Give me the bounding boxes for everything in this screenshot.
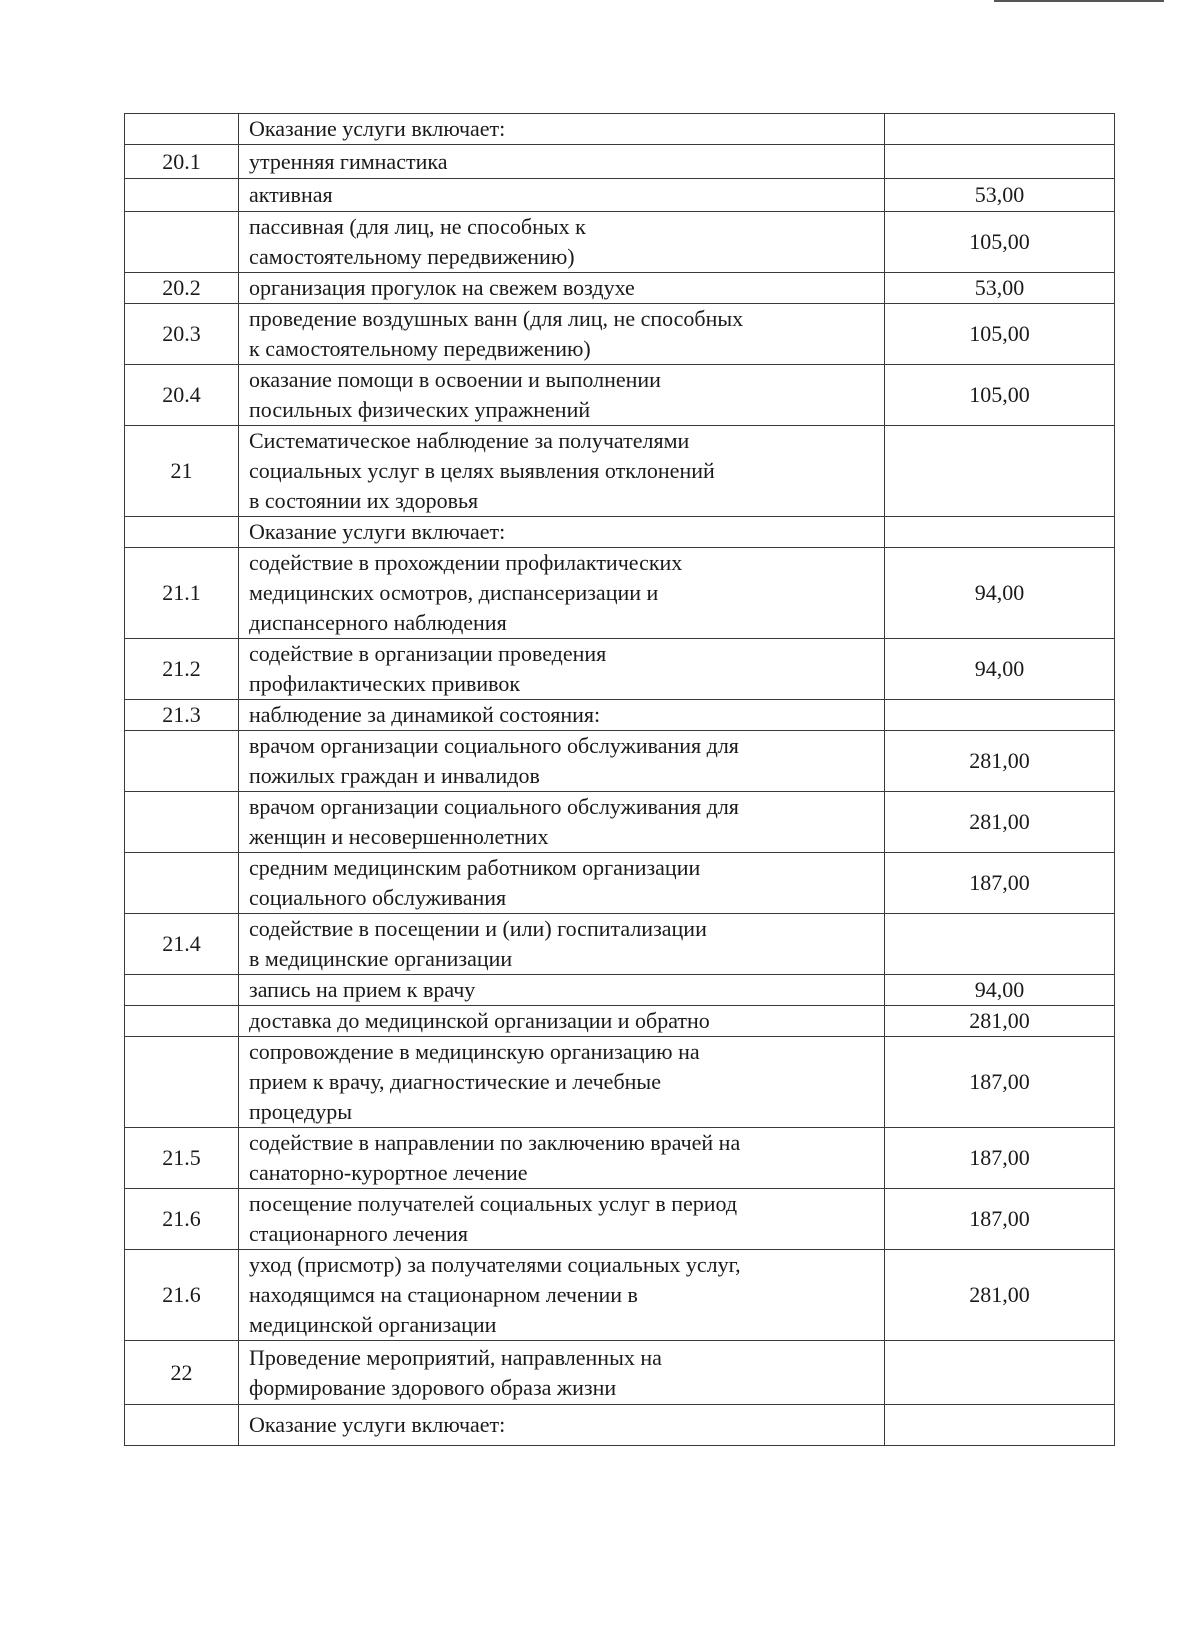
table-row xyxy=(125,731,1115,792)
service-price xyxy=(885,914,1115,975)
table-row xyxy=(125,975,1115,1006)
service-description: утренняя гимнастика xyxy=(239,145,885,179)
services-tariff-table xyxy=(124,113,1115,1446)
service-price xyxy=(885,426,1115,517)
service-description: содействие в направлении по заключению врачей на санаторно-курортное лечение xyxy=(239,1128,885,1189)
table-row xyxy=(125,179,1115,212)
item-number xyxy=(125,1037,239,1128)
table-row xyxy=(125,1189,1115,1250)
table-row xyxy=(125,548,1115,639)
table-row xyxy=(125,1250,1115,1341)
service-description: Систематическое наблюдение за получателями социальных услуг в целях выявления отклонений в состоянии их здоровья xyxy=(239,426,885,517)
item-number: 22 xyxy=(125,1341,239,1405)
service-description: посещение получателей социальных услуг в период стационарного лечения xyxy=(239,1189,885,1250)
service-description: сопровождение в медицинскую организацию на прием к врачу, диагностические и лечебные процедуры xyxy=(239,1037,885,1128)
service-description: Оказание услуги включает: xyxy=(239,1405,885,1446)
top-rule xyxy=(994,0,1164,2)
service-price xyxy=(885,1405,1115,1446)
service-price: 94,00 xyxy=(885,639,1115,700)
service-description: содействие в прохождении профилактических медицинских осмотров, диспансеризации и диспансерного наблюдения xyxy=(239,548,885,639)
table-row xyxy=(125,212,1115,273)
service-description: доставка до медицинской организации и обратно xyxy=(239,1006,885,1037)
service-description: наблюдение за динамикой состояния: xyxy=(239,700,885,731)
item-number xyxy=(125,212,239,273)
service-price: 105,00 xyxy=(885,304,1115,365)
service-price: 187,00 xyxy=(885,1189,1115,1250)
table-row xyxy=(125,114,1115,145)
table-row xyxy=(125,1405,1115,1446)
item-number: 20.1 xyxy=(125,145,239,179)
service-description: врачом организации социального обслуживания для женщин и несовершеннолетних xyxy=(239,792,885,853)
service-price: 53,00 xyxy=(885,273,1115,304)
table-row xyxy=(125,273,1115,304)
service-price: 187,00 xyxy=(885,853,1115,914)
item-number: 20.2 xyxy=(125,273,239,304)
service-price xyxy=(885,1341,1115,1405)
table-row xyxy=(125,304,1115,365)
service-price xyxy=(885,700,1115,731)
service-price: 53,00 xyxy=(885,179,1115,212)
service-price xyxy=(885,517,1115,548)
item-number xyxy=(125,517,239,548)
table-row xyxy=(125,1037,1115,1128)
item-number: 20.3 xyxy=(125,304,239,365)
item-number: 21.3 xyxy=(125,700,239,731)
item-number xyxy=(125,1006,239,1037)
item-number xyxy=(125,975,239,1006)
table-row xyxy=(125,1341,1115,1405)
service-price: 281,00 xyxy=(885,731,1115,792)
service-price: 94,00 xyxy=(885,975,1115,1006)
table-row xyxy=(125,700,1115,731)
service-description: запись на прием к врачу xyxy=(239,975,885,1006)
item-number: 21.5 xyxy=(125,1128,239,1189)
service-price xyxy=(885,114,1115,145)
item-number: 21.1 xyxy=(125,548,239,639)
service-description: средним медицинским работником организации социального обслуживания xyxy=(239,853,885,914)
service-price: 94,00 xyxy=(885,548,1115,639)
item-number: 21.6 xyxy=(125,1250,239,1341)
table-row xyxy=(125,145,1115,179)
service-price: 187,00 xyxy=(885,1128,1115,1189)
service-price xyxy=(885,145,1115,179)
item-number xyxy=(125,792,239,853)
item-number: 21 xyxy=(125,426,239,517)
item-number xyxy=(125,1405,239,1446)
service-description: Оказание услуги включает: xyxy=(239,114,885,145)
service-description: активная xyxy=(239,179,885,212)
item-number: 20.4 xyxy=(125,365,239,426)
service-description: пассивная (для лиц, не способных к самостоятельному передвижению) xyxy=(239,212,885,273)
table-row xyxy=(125,853,1115,914)
service-description: врачом организации социального обслуживания для пожилых граждан и инвалидов xyxy=(239,731,885,792)
item-number xyxy=(125,114,239,145)
item-number: 21.4 xyxy=(125,914,239,975)
service-price: 105,00 xyxy=(885,365,1115,426)
service-price: 281,00 xyxy=(885,792,1115,853)
service-price: 281,00 xyxy=(885,1006,1115,1037)
service-description: оказание помощи в освоении и выполнении посильных физических упражнений xyxy=(239,365,885,426)
table-row xyxy=(125,1006,1115,1037)
table-row xyxy=(125,365,1115,426)
table-row xyxy=(125,914,1115,975)
service-description: организация прогулок на свежем воздухе xyxy=(239,273,885,304)
table-row xyxy=(125,1128,1115,1189)
service-price: 187,00 xyxy=(885,1037,1115,1128)
service-description: содействие в организации проведения профилактических прививок xyxy=(239,639,885,700)
service-description: содействие в посещении и (или) госпитализации в медицинские организации xyxy=(239,914,885,975)
service-description: Проведение мероприятий, направленных на формирование здорового образа жизни xyxy=(239,1341,885,1405)
service-price: 105,00 xyxy=(885,212,1115,273)
item-number xyxy=(125,853,239,914)
table-row xyxy=(125,639,1115,700)
service-description: уход (присмотр) за получателями социальных услуг, находящимся на стационарном лечении в медицинской организации xyxy=(239,1250,885,1341)
service-description: Оказание услуги включает: xyxy=(239,517,885,548)
item-number xyxy=(125,179,239,212)
service-description: проведение воздушных ванн (для лиц, не способных к самостоятельному передвижению) xyxy=(239,304,885,365)
table-body xyxy=(125,114,1115,1446)
table-row xyxy=(125,792,1115,853)
table-row xyxy=(125,517,1115,548)
item-number xyxy=(125,731,239,792)
item-number: 21.2 xyxy=(125,639,239,700)
table-row xyxy=(125,426,1115,517)
service-price: 281,00 xyxy=(885,1250,1115,1341)
item-number: 21.6 xyxy=(125,1189,239,1250)
